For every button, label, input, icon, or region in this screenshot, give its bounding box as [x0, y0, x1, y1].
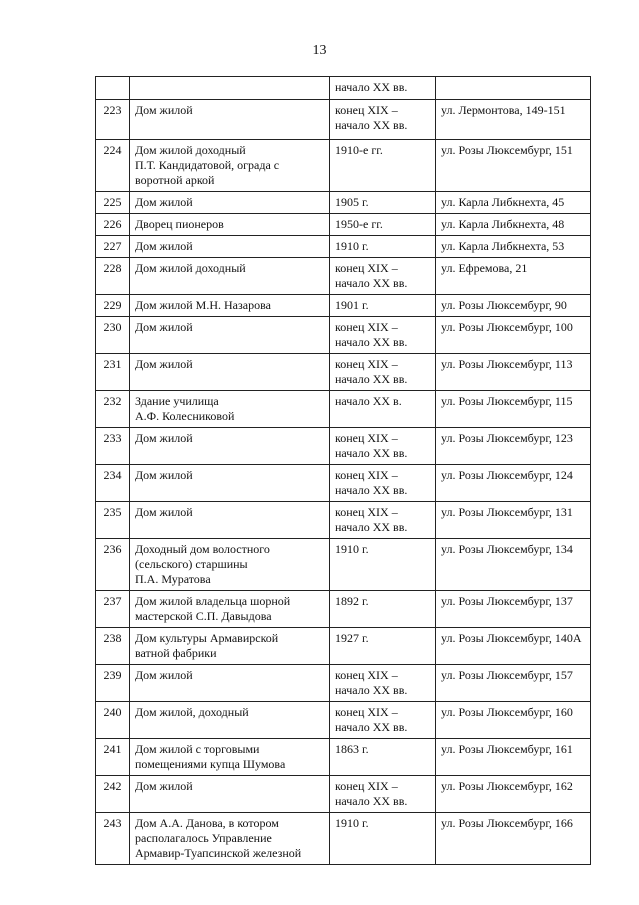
table-row: [96, 539, 591, 591]
cell-address-line: ул. Розы Люксембург, 140А: [441, 631, 582, 645]
cell-number: 228: [96, 258, 130, 295]
cell-name: [130, 776, 330, 813]
cell-address-line: ул. Розы Люксембург, 115: [441, 394, 573, 408]
cell-name-line: Дом жилой: [135, 320, 193, 334]
cell-name: [130, 100, 330, 140]
cell-address: [436, 354, 591, 391]
cell-date: [330, 354, 436, 391]
cell-date-line: начало XX вв.: [335, 276, 408, 290]
cell-date-line: начало XX вв.: [335, 335, 408, 349]
cell-date: [330, 591, 436, 628]
cell-number: 230: [96, 317, 130, 354]
cell-date: [330, 465, 436, 502]
cell-name-line: Дом жилой доходный: [135, 261, 246, 275]
cell-address-line: ул. Карла Либкнехта, 48: [441, 217, 565, 231]
cell-name-line: Дом жилой с торговыми: [135, 742, 260, 756]
cell-date: [330, 628, 436, 665]
cell-name-line: Дворец пионеров: [135, 217, 224, 231]
cell-address-line: ул. Розы Люксембург, 113: [441, 357, 573, 371]
cell-number: 234: [96, 465, 130, 502]
cell-name: [130, 354, 330, 391]
cell-date: [330, 214, 436, 236]
cell-address: [436, 391, 591, 428]
cell-address-line: ул. Розы Люксембург, 123: [441, 431, 573, 445]
cell-address-line: ул. Розы Люксембург, 160: [441, 705, 573, 719]
cell-number: 240: [96, 702, 130, 739]
cell-name: [130, 813, 330, 865]
cell-address-line: ул. Розы Люксембург, 151: [441, 143, 573, 157]
cell-name: [130, 295, 330, 317]
cell-address: [436, 214, 591, 236]
cell-number: 227: [96, 236, 130, 258]
cell-address: [436, 702, 591, 739]
cell-date: [330, 140, 436, 192]
cell-date-line: конец XIX –: [335, 103, 398, 117]
table-row: [96, 100, 591, 140]
cell-name: [130, 502, 330, 539]
cell-address: [436, 100, 591, 140]
cell-name: [130, 739, 330, 776]
cell-date: [330, 192, 436, 214]
cell-number: 226: [96, 214, 130, 236]
cell-date-line: конец XIX –: [335, 261, 398, 275]
cell-name-line: Армавир-Туапсинской железной: [135, 846, 302, 860]
cell-name: [130, 214, 330, 236]
cell-date: [330, 295, 436, 317]
cell-date-line: начало XX вв.: [335, 80, 408, 94]
cell-date: [330, 502, 436, 539]
cell-name: [130, 628, 330, 665]
cell-name-line: Дом жилой: [135, 431, 193, 445]
cell-address: [436, 236, 591, 258]
cell-date-line: конец XIX –: [335, 505, 398, 519]
cell-number: 231: [96, 354, 130, 391]
cell-name-line: (сельского) старшины: [135, 557, 248, 571]
cell-date: [330, 77, 436, 100]
cell-name: [130, 702, 330, 739]
cell-date-line: начало XX вв.: [335, 446, 408, 460]
cell-number: 232: [96, 391, 130, 428]
monuments-register-table: [95, 76, 591, 865]
cell-address: [436, 813, 591, 865]
cell-date: [330, 317, 436, 354]
cell-date: [330, 813, 436, 865]
table-row: [96, 317, 591, 354]
cell-number: 235: [96, 502, 130, 539]
page-number: 13: [312, 43, 327, 58]
cell-address: [436, 502, 591, 539]
cell-name-line: помещениями купца Шумова: [135, 757, 286, 771]
cell-date-line: конец XIX –: [335, 431, 398, 445]
cell-address-line: ул. Розы Люксембург, 162: [441, 779, 573, 793]
cell-name-line: Дом жилой: [135, 668, 193, 682]
cell-address-line: ул. Розы Люксембург, 90: [441, 298, 567, 312]
cell-name-line: Дом культуры Армавирской: [135, 631, 279, 645]
cell-name: [130, 665, 330, 702]
cell-name: [130, 258, 330, 295]
cell-date-line: начало XX вв.: [335, 483, 408, 497]
table-row: [96, 354, 591, 391]
table-row: [96, 502, 591, 539]
cell-name-line: Доходный дом волостного: [135, 542, 270, 556]
cell-name-line: А.Ф. Колесниковой: [135, 409, 235, 423]
cell-date: [330, 391, 436, 428]
table-row: [96, 77, 591, 100]
cell-name-line: Дом жилой: [135, 357, 193, 371]
cell-name: [130, 465, 330, 502]
cell-number: 229: [96, 295, 130, 317]
cell-date: [330, 428, 436, 465]
cell-date: [330, 100, 436, 140]
cell-number: 225: [96, 192, 130, 214]
cell-date-line: начало XX в.: [335, 394, 402, 408]
cell-name-line: Дом жилой: [135, 103, 193, 117]
cell-date-line: конец XIX –: [335, 779, 398, 793]
cell-date-line: 1910-е гг.: [335, 143, 383, 157]
cell-address-line: ул. Розы Люксембург, 134: [441, 542, 573, 556]
cell-date: [330, 258, 436, 295]
cell-address-line: ул. Розы Люксембург, 166: [441, 816, 573, 830]
cell-name: [130, 391, 330, 428]
cell-name-line: располагалось Управление: [135, 831, 272, 845]
cell-date-line: начало XX вв.: [335, 118, 408, 132]
cell-date-line: 1910 г.: [335, 239, 369, 253]
cell-number: 223: [96, 100, 130, 140]
cell-date-line: конец XIX –: [335, 668, 398, 682]
cell-number: 237: [96, 591, 130, 628]
cell-address: [436, 465, 591, 502]
cell-name-line: Здание училища: [135, 394, 219, 408]
cell-name-line: Дом А.А. Данова, в котором: [135, 816, 279, 830]
cell-name-line: Дом жилой: [135, 239, 193, 253]
cell-address: [436, 428, 591, 465]
cell-address-line: ул. Лермонтова, 149-151: [441, 103, 566, 117]
table-row: [96, 465, 591, 502]
cell-name-line: П.А. Муратова: [135, 572, 211, 586]
cell-name-line: Дом жилой: [135, 505, 193, 519]
cell-name: [130, 236, 330, 258]
cell-address-line: ул. Розы Люксембург, 157: [441, 668, 573, 682]
cell-name-line: П.Т. Кандидатовой, ограда с: [135, 158, 280, 172]
cell-name: [130, 77, 330, 100]
cell-name-line: ватной фабрики: [135, 646, 217, 660]
table-row: [96, 428, 591, 465]
cell-address: [436, 776, 591, 813]
cell-address: [436, 628, 591, 665]
cell-address-line: ул. Карла Либкнехта, 45: [441, 195, 565, 209]
cell-address-line: ул. Карла Либкнехта, 53: [441, 239, 565, 253]
cell-date-line: конец XIX –: [335, 357, 398, 371]
cell-address: [436, 665, 591, 702]
cell-number: [96, 77, 130, 100]
cell-name: [130, 428, 330, 465]
table-row: [96, 140, 591, 192]
table-row: [96, 214, 591, 236]
cell-name-line: Дом жилой: [135, 195, 193, 209]
cell-number: 239: [96, 665, 130, 702]
cell-name-line: Дом жилой владельца шорной: [135, 594, 291, 608]
cell-date-line: начало XX вв.: [335, 720, 408, 734]
cell-name-line: Дом жилой: [135, 468, 193, 482]
cell-address: [436, 77, 591, 100]
cell-address-line: ул. Розы Люксембург, 124: [441, 468, 573, 482]
cell-number: 242: [96, 776, 130, 813]
table-row: [96, 295, 591, 317]
register-table-body: [96, 77, 591, 865]
cell-date-line: конец XIX –: [335, 468, 398, 482]
cell-date-line: 1863 г.: [335, 742, 369, 756]
cell-address: [436, 140, 591, 192]
table-row: [96, 236, 591, 258]
table-row: [96, 739, 591, 776]
cell-date-line: начало XX вв.: [335, 683, 408, 697]
cell-date-line: 1927 г.: [335, 631, 369, 645]
cell-address: [436, 539, 591, 591]
cell-name: [130, 317, 330, 354]
cell-date-line: начало XX вв.: [335, 794, 408, 808]
cell-address-line: ул. Розы Люксембург, 100: [441, 320, 573, 334]
cell-name: [130, 591, 330, 628]
cell-address: [436, 317, 591, 354]
cell-number: 238: [96, 628, 130, 665]
cell-date-line: 1910 г.: [335, 542, 369, 556]
cell-name-line: Дом жилой М.Н. Назарова: [135, 298, 271, 312]
cell-date-line: конец XIX –: [335, 320, 398, 334]
cell-name-line: Дом жилой: [135, 779, 193, 793]
cell-name: [130, 140, 330, 192]
cell-date-line: начало XX вв.: [335, 520, 408, 534]
cell-date: [330, 702, 436, 739]
cell-number: 233: [96, 428, 130, 465]
cell-date-line: 1905 г.: [335, 195, 369, 209]
cell-date-line: 1892 г.: [335, 594, 369, 608]
cell-name-line: мастерской С.П. Давыдова: [135, 609, 272, 623]
table-row: [96, 258, 591, 295]
cell-address-line: ул. Розы Люксембург, 137: [441, 594, 573, 608]
cell-date-line: 1950-е гг.: [335, 217, 383, 231]
table-row: [96, 628, 591, 665]
cell-name-line: Дом жилой доходный: [135, 143, 246, 157]
table-row: [96, 391, 591, 428]
cell-address-line: ул. Розы Люксембург, 131: [441, 505, 573, 519]
cell-date-line: 1910 г.: [335, 816, 369, 830]
cell-date: [330, 236, 436, 258]
cell-number: 241: [96, 739, 130, 776]
cell-name-line: воротной аркой: [135, 173, 215, 187]
cell-address-line: ул. Розы Люксембург, 161: [441, 742, 573, 756]
table-row: [96, 813, 591, 865]
table-row: [96, 192, 591, 214]
table-row: [96, 776, 591, 813]
cell-address: [436, 258, 591, 295]
cell-date: [330, 739, 436, 776]
table-row: [96, 702, 591, 739]
cell-number: 236: [96, 539, 130, 591]
cell-address-line: ул. Ефремова, 21: [441, 261, 528, 275]
cell-date-line: 1901 г.: [335, 298, 369, 312]
cell-number: 224: [96, 140, 130, 192]
cell-number: 243: [96, 813, 130, 865]
table-row: [96, 591, 591, 628]
cell-name: [130, 192, 330, 214]
cell-date: [330, 539, 436, 591]
cell-address: [436, 295, 591, 317]
cell-address: [436, 591, 591, 628]
cell-address: [436, 739, 591, 776]
cell-name-line: Дом жилой, доходный: [135, 705, 249, 719]
cell-name: [130, 539, 330, 591]
cell-address: [436, 192, 591, 214]
table-row: [96, 665, 591, 702]
cell-date-line: конец XIX –: [335, 705, 398, 719]
cell-date-line: начало XX вв.: [335, 372, 408, 386]
cell-date: [330, 665, 436, 702]
cell-date: [330, 776, 436, 813]
